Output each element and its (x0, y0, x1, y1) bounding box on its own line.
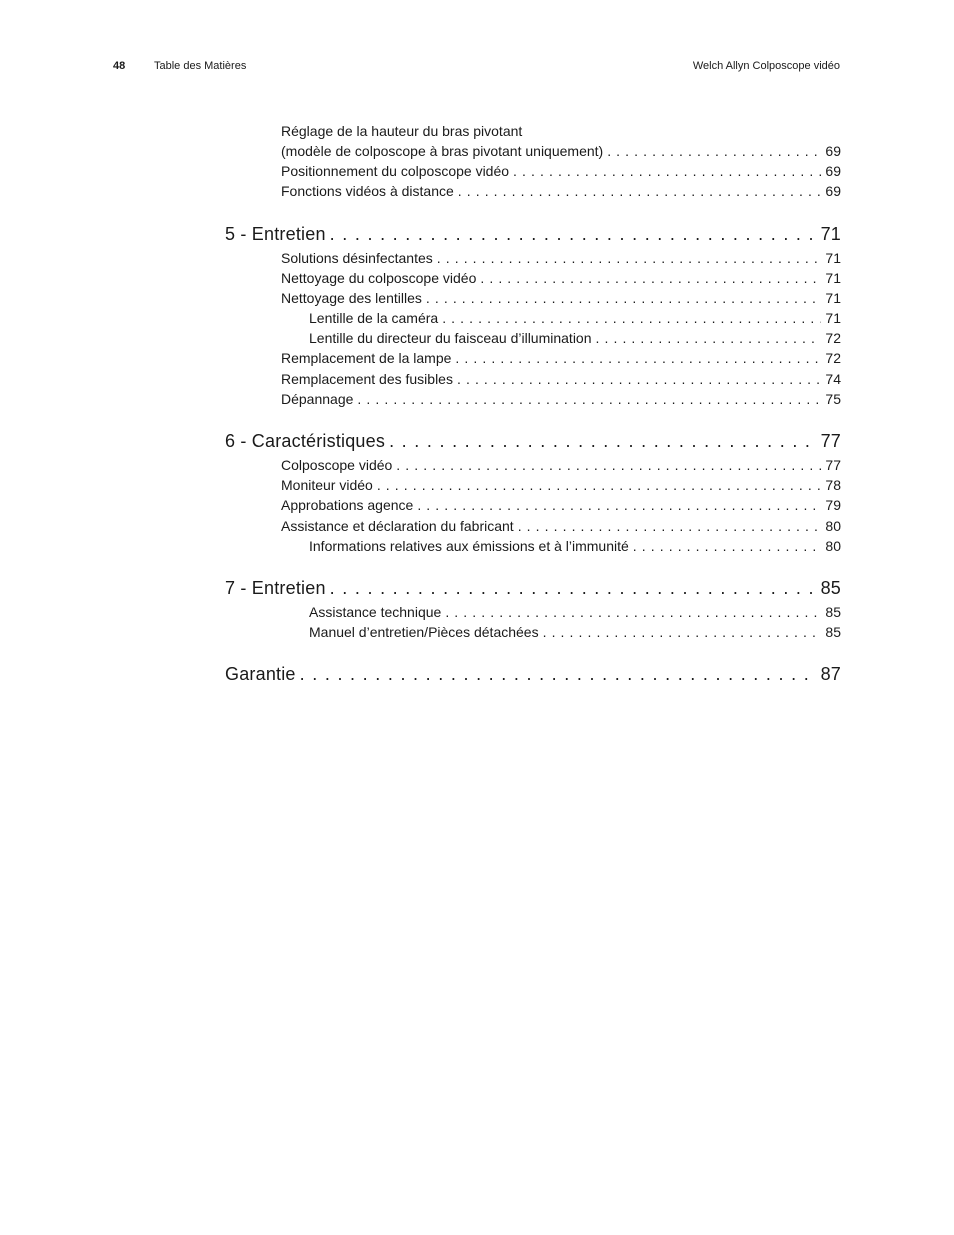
toc-subentry[interactable] (225, 622, 841, 642)
toc-entry-title: Assistance technique (309, 603, 442, 620)
toc-entry-page: 72 (825, 350, 841, 367)
toc-entry-page: 85 (825, 603, 841, 620)
dot-leader (300, 660, 817, 688)
dot-leader (543, 622, 822, 642)
toc-entry-title: Moniteur vidéo (281, 477, 373, 494)
section-name: Table des Matières (154, 60, 247, 72)
dot-leader (442, 308, 821, 328)
dot-leader (330, 220, 817, 248)
toc-subentry[interactable] (225, 602, 841, 622)
toc-entry[interactable] (225, 248, 841, 268)
toc-entry-page: 71 (825, 249, 841, 266)
dot-leader (633, 536, 822, 556)
toc-chapter-title: 5 - Entretien (225, 223, 326, 244)
toc-entry-title: Remplacement de la lampe (281, 350, 452, 367)
toc-entry-page: 80 (825, 517, 841, 534)
dot-leader (455, 348, 821, 368)
toc-entry-title: Colposcope vidéo (281, 457, 393, 474)
dot-leader (480, 268, 821, 288)
toc-entry[interactable] (225, 455, 841, 475)
dot-leader (596, 328, 822, 348)
toc-chapter-page: 85 (820, 578, 841, 598)
toc-subentry[interactable] (225, 328, 841, 348)
toc-entry-title: Lentille du directeur du faisceau d’illumination (309, 330, 592, 347)
dot-leader (458, 181, 822, 201)
toc-chapter-title: 6 - Caractéristiques (225, 431, 386, 452)
dot-leader (437, 248, 822, 268)
toc-entry-title: Dépannage (281, 390, 354, 407)
dot-leader (396, 455, 821, 475)
toc-entry-title: Fonctions vidéos à distance (281, 183, 454, 200)
toc-chapter-page: 77 (820, 431, 841, 452)
toc-entry-page: 72 (825, 330, 841, 347)
toc-entry-page: 69 (825, 163, 841, 180)
toc-entry-page: 79 (825, 497, 841, 514)
toc-entry[interactable] (225, 475, 841, 495)
toc-entry-page: 74 (825, 370, 841, 387)
toc-chapter-6[interactable] (225, 427, 841, 455)
toc-entry[interactable] (225, 181, 841, 201)
toc-chapter-title: Garantie (225, 664, 296, 685)
toc-entry-page: 71 (825, 269, 841, 286)
toc-entry-page: 69 (825, 142, 841, 159)
toc-entry-title: Manuel d’entretien/Pièces détachées (309, 624, 539, 641)
toc-entry-page: 77 (825, 457, 841, 474)
page-number: 48 (113, 60, 126, 72)
dot-leader (518, 516, 822, 536)
toc-entry-title: Nettoyage du colposcope vidéo (281, 269, 477, 286)
toc-entry-page: 71 (825, 289, 841, 306)
toc-entry[interactable] (225, 369, 841, 389)
toc-chapter-garantie[interactable] (225, 660, 841, 688)
table-of-contents (225, 121, 841, 688)
toc-entry[interactable] (225, 268, 841, 288)
toc-chapter-page: 87 (820, 664, 841, 685)
dot-leader (445, 602, 821, 622)
toc-entry-title: Approbations agence (281, 497, 414, 514)
dot-leader (457, 369, 821, 389)
dot-leader (513, 161, 821, 181)
toc-entry-title: Nettoyage des lentilles (281, 289, 422, 306)
toc-entry-page: 71 (825, 310, 841, 327)
toc-entry[interactable] (225, 288, 841, 308)
toc-entry[interactable] (225, 495, 841, 515)
dot-leader (417, 495, 821, 515)
toc-entry-title: Informations relatives aux émissions et à l’immunité (309, 537, 629, 554)
toc-entry-title: Positionnement du colposcope vidéo (281, 163, 510, 180)
toc-entry[interactable] (225, 141, 841, 161)
dot-leader (426, 288, 822, 308)
toc-entry-title: Remplacement des fusibles (281, 370, 453, 387)
toc-entry-page: 69 (825, 183, 841, 200)
toc-entry[interactable] (225, 161, 841, 181)
toc-entry-title: Solutions désinfectantes (281, 249, 433, 266)
dot-leader (377, 475, 822, 495)
toc-entry-page: 78 (825, 477, 841, 494)
toc-chapter-title: 7 - Entretien (225, 578, 326, 598)
toc-chapter-page: 71 (820, 223, 841, 244)
dot-leader (389, 427, 817, 455)
toc-entry-page: 80 (825, 537, 841, 554)
dot-leader (607, 141, 821, 161)
document-title: Welch Allyn Colposcope vidéo (692, 60, 840, 72)
dot-leader (330, 574, 817, 602)
toc-chapter-7[interactable] (225, 574, 841, 602)
toc-entry[interactable] (225, 516, 841, 536)
toc-entry[interactable] (225, 349, 841, 369)
toc-subentry[interactable] (225, 308, 841, 328)
toc-entry-page: 85 (825, 624, 841, 641)
dot-leader (357, 389, 821, 409)
toc-entry-title: Assistance et déclaration du fabricant (281, 517, 514, 534)
page-header (0, 60, 954, 76)
toc-chapter-5[interactable] (225, 220, 841, 248)
toc-subentry[interactable] (225, 536, 841, 556)
toc-entry[interactable] (225, 389, 841, 409)
toc-entry-title: (modèle de colposcope à bras pivotant uniquement) (281, 142, 604, 159)
toc-entry-page: 75 (825, 390, 841, 407)
toc-entry-line: Réglage de la hauteur du bras pivotant (281, 123, 523, 139)
toc-entry-title: Lentille de la caméra (309, 310, 439, 327)
